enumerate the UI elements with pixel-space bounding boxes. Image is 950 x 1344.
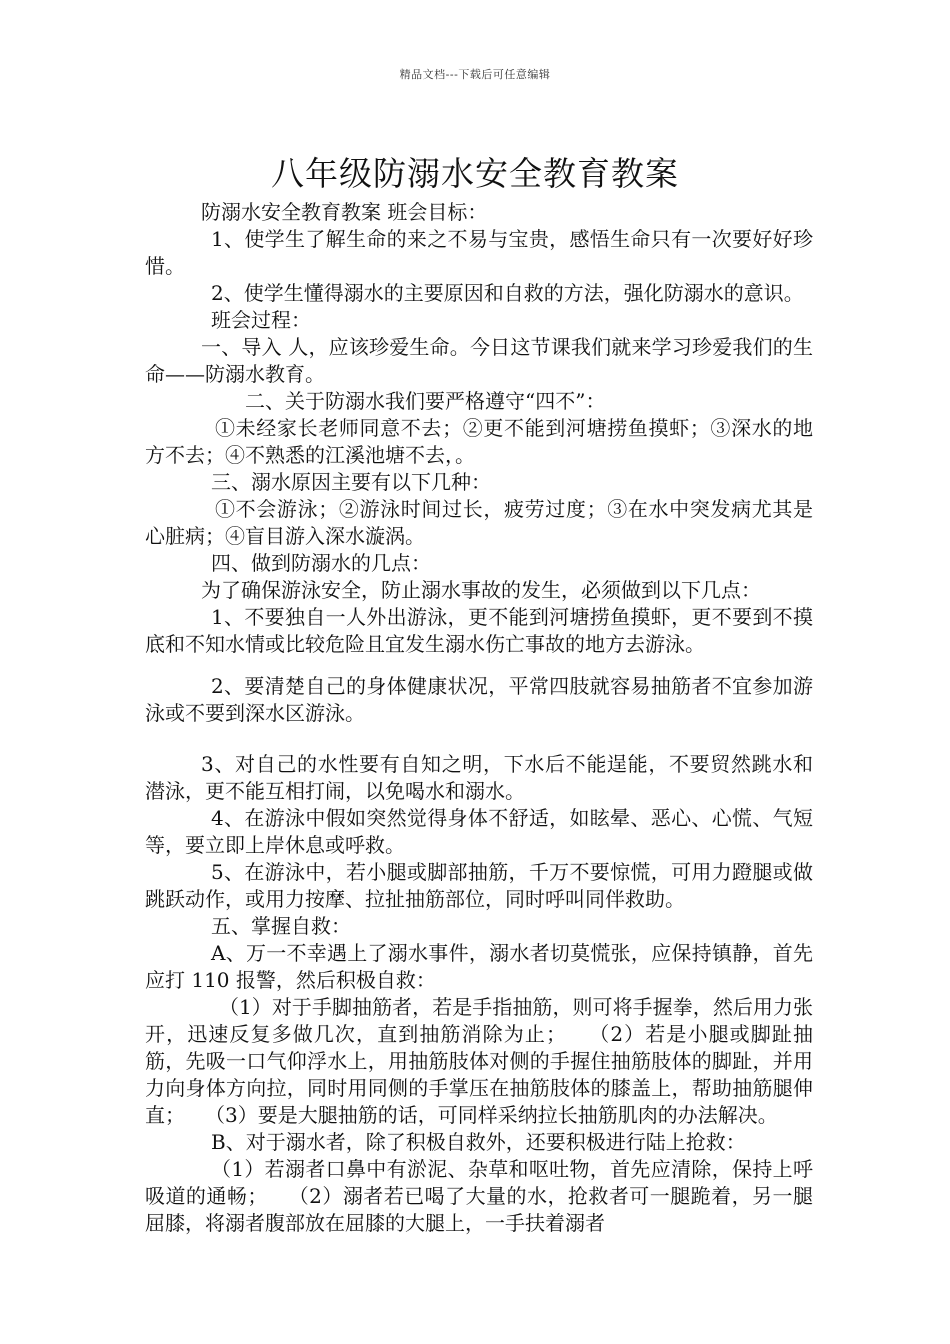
paragraph: ①不会游泳；②游泳时间过长，疲劳过度；③在水中突发病尤其是心脏病；④盲目游入深水漩涡。	[145, 497, 813, 548]
spacer	[145, 658, 813, 673]
paragraph: 为了确保游泳安全，防止溺水事故的发生，必须做到以下几点：	[201, 578, 761, 602]
paragraph: 2、使学生懂得溺水的主要原因和自救的方法，强化防溺水的意识。	[211, 281, 804, 305]
header-note: 精品文档---下载后可任意编辑	[399, 68, 551, 81]
paragraph: 2、要清楚自己的身体健康状况，平常四肢就容易抽筋者不宜参加游泳或不要到深水区游泳。	[145, 674, 813, 725]
paragraph: （1）若溺者口鼻中有淤泥、杂草和呕吐物，首先应清除，保持上呼吸道的通畅； （2）溺者若已喝了大量的水，抢救者可一腿跪着，另一腿屈膝，将溺者腹部放在屈膝的大腿上，一手扶着溺者	[145, 1157, 813, 1235]
paragraph: 防溺水安全教育教案 班会目标：	[201, 200, 488, 224]
document-body	[145, 199, 813, 1237]
paragraph: 1、不要独自一人外出游泳，更不能到河塘捞鱼摸虾，更不要到不摸底和不知水情或比较危险且宜发生溺水伤亡事故的地方去游泳。	[145, 605, 813, 656]
paragraph: 4、在游泳中假如突然觉得身体不舒适，如眩晕、恶心、心慌、气短等，要立即上岸休息或呼救。	[145, 806, 813, 857]
paragraph: 四、做到防溺水的几点：	[211, 551, 431, 575]
paragraph: B、对于溺水者，除了积极自救外，还要积极进行陆上抢救：	[211, 1130, 746, 1154]
paragraph: 3、对自己的水性要有自知之明，下水后不能逞能，不要贸然跳水和潜泳，更不能互相打闹，以免喝水和溺水。	[145, 752, 813, 803]
paragraph: 5、在游泳中，若小腿或脚部抽筋，千万不要惊慌，可用力蹬腿或做跳跃动作，或用力按摩、拉扯抽筋部位，同时呼叫同伴救助。	[145, 860, 813, 911]
paragraph: （1）对于手脚抽筋者，若是手指抽筋，则可将手握拳，然后用力张开，迅速反复多做几次，直到抽筋消除为止； （2）若是小腿或脚趾抽筋，先吸一口气仰浮水上，用抽筋肢体对侧的手握住抽筋肢体的脚趾，并用力向身体方向拉，同时用同侧的手掌压在抽筋肢体的膝盖上，帮助抽筋腿伸直； （3）要是大腿抽筋的话，可同样采纳拉长抽筋肌肉的办法解决。	[145, 995, 813, 1127]
paragraph: 一、导入 人，应该珍爱生命。今日这节课我们就来学习珍爱我们的生命——防溺水教育。	[145, 335, 813, 386]
spacer	[145, 727, 813, 751]
document-title: 八年级防溺水安全教育教案	[271, 154, 679, 194]
paragraph: 1、使学生了解生命的来之不易与宝贵，感悟生命只有一次要好好珍惜。	[145, 227, 813, 278]
paragraph: 五、掌握自救：	[211, 914, 351, 938]
paragraph: 二、关于防溺水我们要严格遵守“四不”：	[245, 389, 606, 413]
paragraph: ①未经家长老师同意不去；②更不能到河塘捞鱼摸虾；③深水的地方不去；④不熟悉的江溪池塘不去，。	[145, 416, 813, 467]
paragraph: 三、溺水原因主要有以下几种：	[211, 470, 491, 494]
paragraph: A、万一不幸遇上了溺水事件，溺水者切莫慌张，应保持镇静，首先应打 110 报警，然后积极自救：	[145, 941, 813, 992]
paragraph: 班会过程：	[211, 308, 311, 332]
